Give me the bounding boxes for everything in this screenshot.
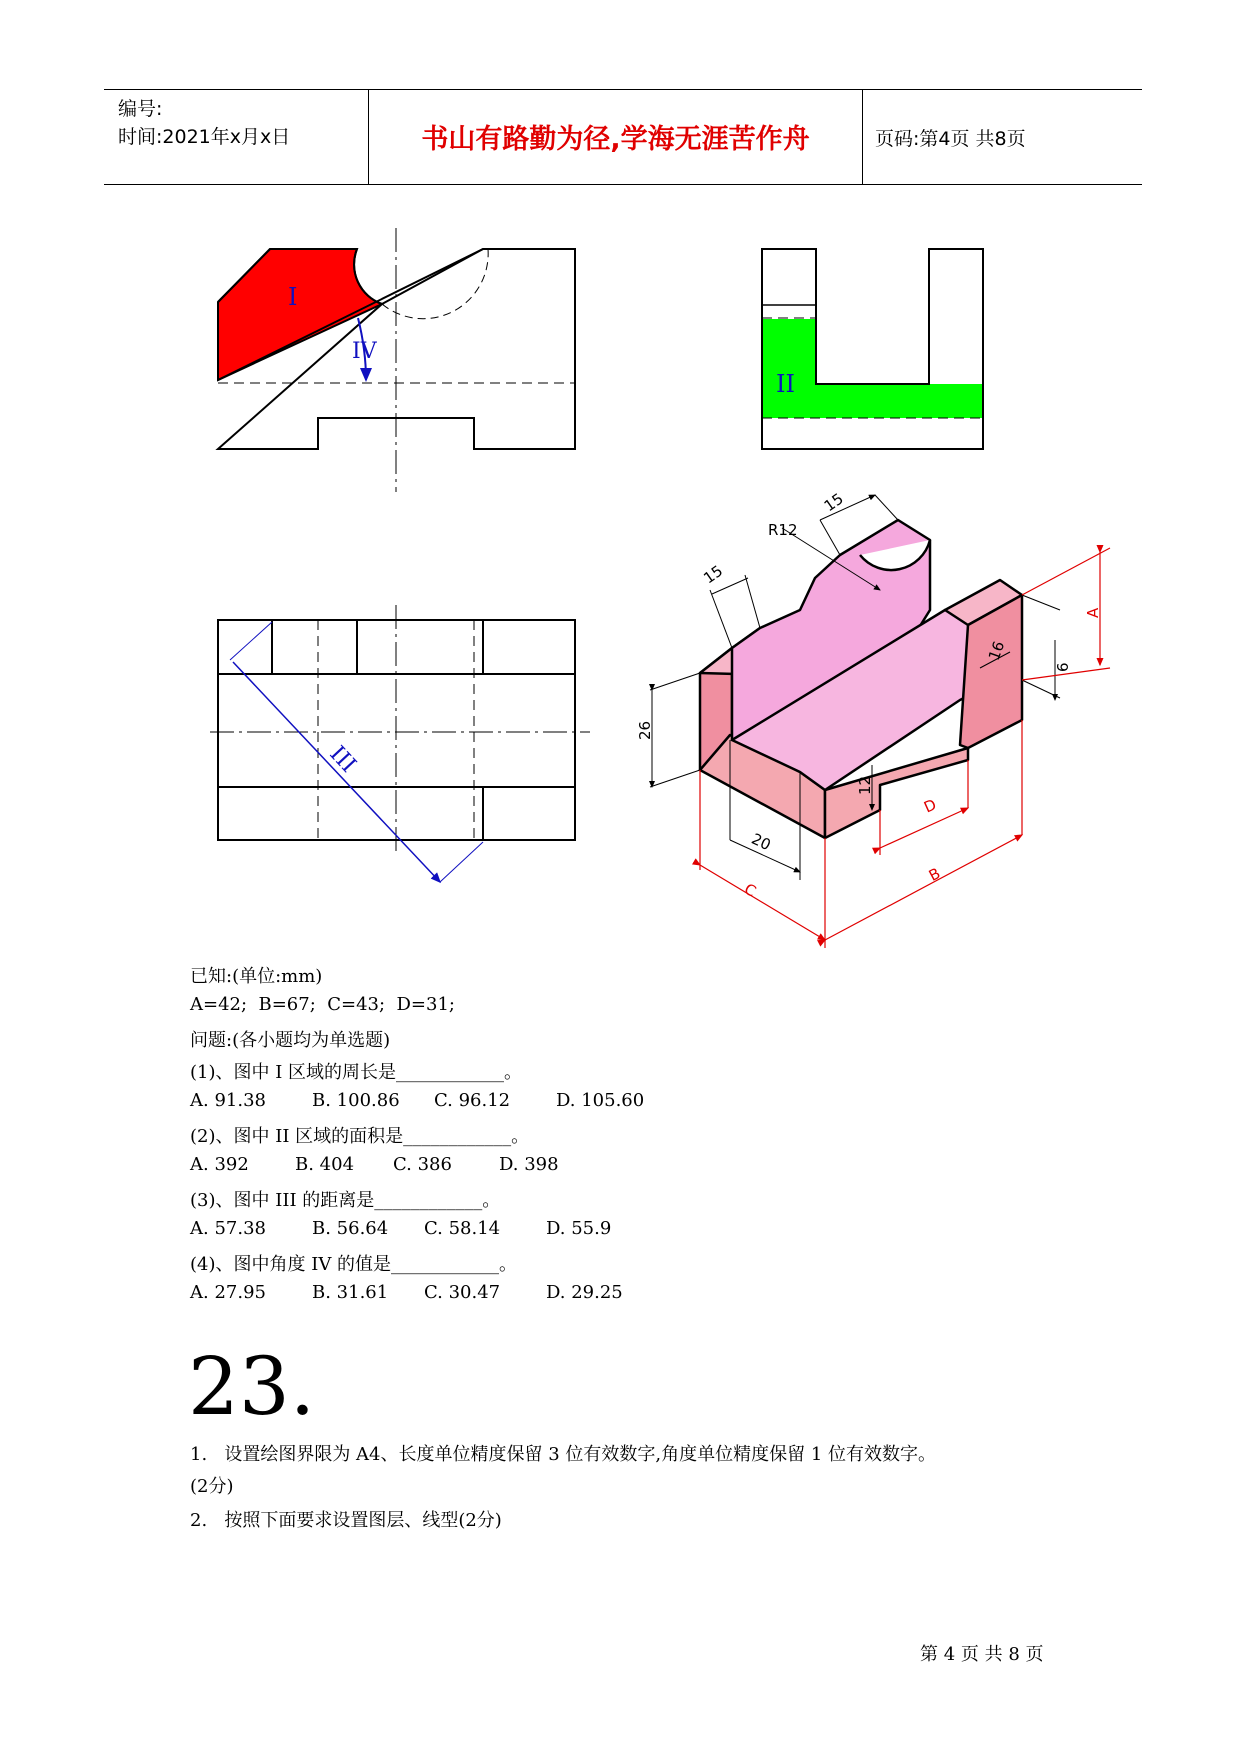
dim-15-top: 15	[820, 489, 847, 516]
q2-option-d: D. 398	[499, 1154, 559, 1175]
distance-III-ext2	[440, 842, 483, 882]
q1-option-c: C. 96.12	[434, 1090, 511, 1111]
section-number: 23.	[188, 1340, 316, 1433]
q2-option-c: C. 386	[393, 1154, 452, 1175]
q3-option-d: D. 55.9	[546, 1218, 612, 1239]
side-view	[762, 249, 983, 449]
dim-20: 20	[748, 829, 774, 855]
section-item-1: 1. 设置绘图界限为 A4、长度单位精度保留 3 位有效数字,角度单位精度保留 1 位有效数字。	[190, 1444, 937, 1465]
dim-R12: R12	[768, 521, 798, 539]
motto: 书山有路勤为径,学海无涯苦作舟	[421, 124, 810, 155]
question-1: (1)、图中 I 区域的周长是____________。	[190, 1062, 523, 1083]
dim-D: D	[921, 795, 940, 817]
label-IV: IV	[352, 339, 377, 364]
label-I: I	[288, 283, 298, 311]
question-intro: 问题:(各小题均为单选题)	[190, 1030, 391, 1051]
label-III: III	[324, 741, 361, 778]
dim-C: C	[741, 879, 760, 901]
region-II-fill	[762, 319, 983, 418]
q4-option-a: A. 27.95	[190, 1282, 266, 1303]
label-II: II	[776, 370, 795, 398]
dim-26: 26	[636, 720, 654, 740]
known-values: A=42; B=67; C=43; D=31;	[190, 994, 455, 1015]
q4-option-d: D. 29.25	[546, 1282, 623, 1303]
distance-III-line	[233, 662, 440, 882]
section-item-1-points: (2分)	[190, 1476, 234, 1497]
q1-option-b: B. 100.86	[312, 1090, 400, 1111]
q2-option-b: B. 404	[295, 1154, 355, 1175]
number-label: 编号:	[118, 98, 163, 120]
page-footer: 第 4 页 共 8 页	[920, 1644, 1044, 1665]
known-label: 已知:(单位:mm)	[190, 966, 323, 987]
q4-option-b: B. 31.61	[312, 1282, 389, 1303]
top-view	[210, 605, 590, 855]
front-view	[218, 228, 575, 492]
dim-15-left: 15	[700, 561, 727, 588]
dim-B: B	[925, 864, 944, 885]
page-label: 页码:第4页 共8页	[875, 128, 1026, 150]
question-4: (4)、图中角度 IV 的值是____________。	[190, 1254, 518, 1275]
dim-A: A	[1084, 607, 1102, 618]
question-2: (2)、图中 II 区域的面积是____________。	[190, 1126, 530, 1147]
dim-16: 16	[984, 638, 1009, 663]
q1-option-d: D. 105.60	[556, 1090, 645, 1111]
section-item-2: 2. 按照下面要求设置图层、线型(2分)	[190, 1510, 502, 1531]
time-label: 时间:2021年x月x日	[118, 126, 291, 148]
q1-option-a: A. 91.38	[190, 1090, 266, 1111]
question-3: (3)、图中 III 的距离是____________。	[190, 1190, 501, 1211]
q3-option-a: A. 57.38	[190, 1218, 266, 1239]
dim-6: 6	[1054, 662, 1072, 672]
dim-12: 12	[856, 775, 874, 795]
q2-option-a: A. 392	[190, 1154, 249, 1175]
q3-option-c: C. 58.14	[424, 1218, 501, 1239]
q3-option-b: B. 56.64	[312, 1218, 389, 1239]
q4-option-c: C. 30.47	[424, 1282, 501, 1303]
distance-III-ext1	[230, 622, 272, 660]
front-hidden-arc	[382, 249, 488, 319]
